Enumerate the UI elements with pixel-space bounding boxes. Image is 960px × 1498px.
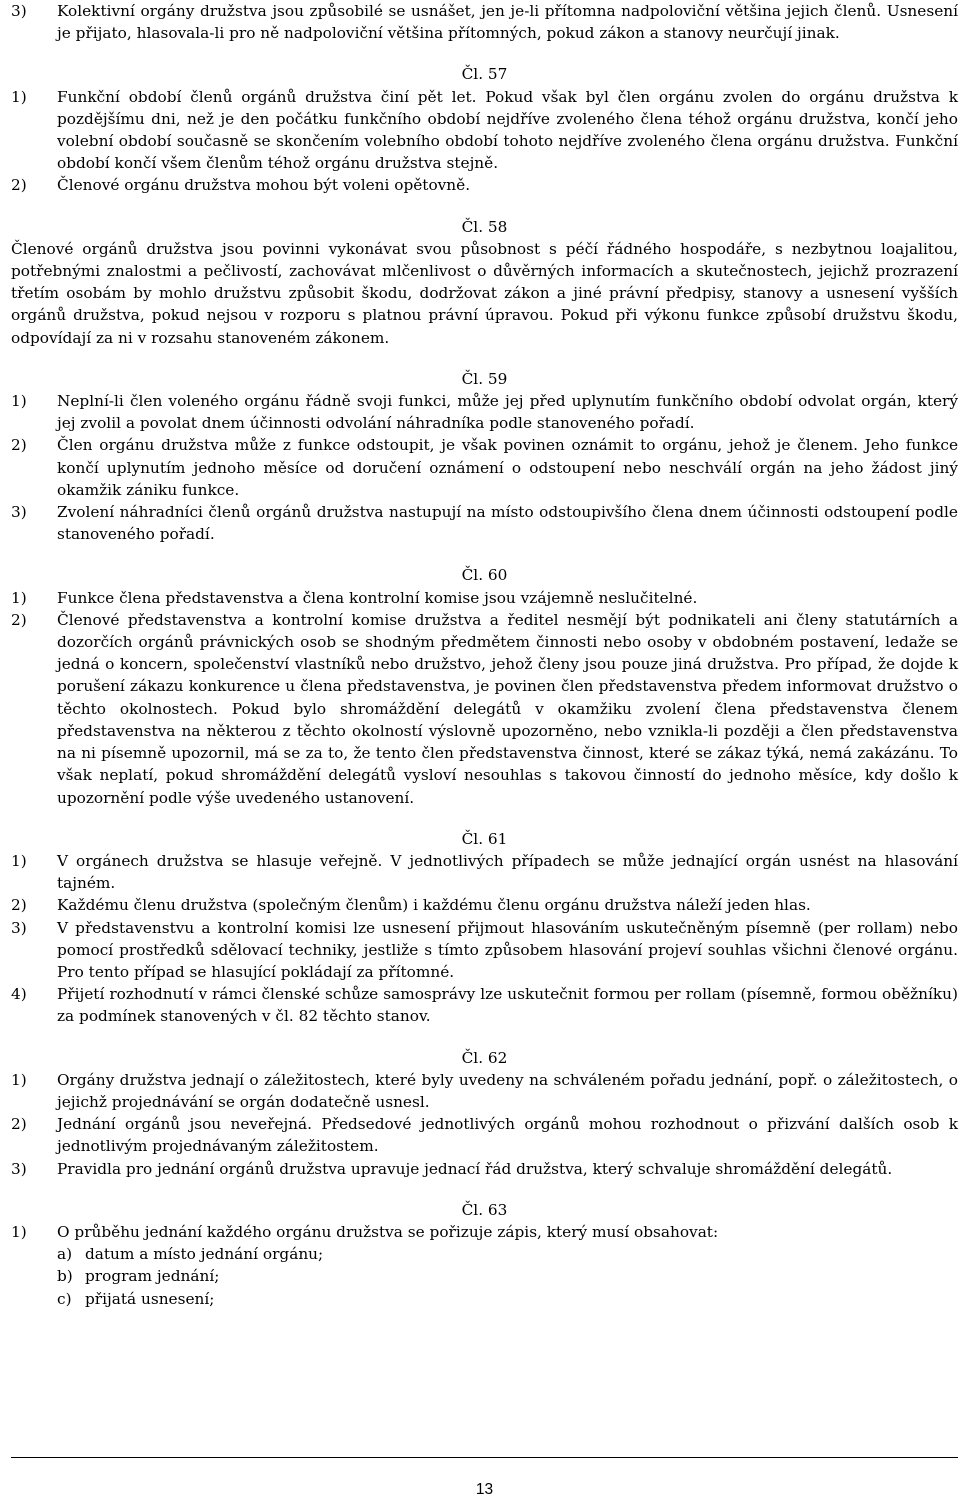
section-article-63 <box>11 1199 958 1310</box>
section-article-59 <box>11 368 958 546</box>
paragraph <box>11 86 958 175</box>
section-continuation <box>11 0 958 44</box>
footer-divider <box>11 1457 958 1458</box>
article-heading: Čl. 62 <box>461 1048 508 1067</box>
page-number: 13 <box>475 1481 494 1498</box>
paragraph-text: Zvolení náhradníci členů orgánů družstva nastupují na místo odstoupivšího člena dnem účinnosti odstoupení podle stanoveného pořadí. <box>57 503 958 544</box>
paragraph <box>11 850 958 894</box>
section-article-62 <box>11 1047 958 1180</box>
paragraph-text: Každému členu družstva (společným členům) i každému členu orgánu družstva náleží jeden hlas. <box>57 896 811 915</box>
paragraph-text: Neplní-li člen voleného orgánu řádně svoji funkci, může jej před uplynutím funkčního období odvolat orgán, který jej zvolil a povolat dnem účinnosti odvolání náhradníka podle stanoveného pořadí. <box>57 392 958 433</box>
paragraph <box>11 609 958 809</box>
paragraph-number: 1) <box>11 392 27 411</box>
paragraph-number: 1) <box>11 851 27 870</box>
paragraph-text: Členové představenstva a kontrolní komise družstva a ředitel nesmějí být podnikateli ani členy statutárních a dozorčích orgánů právnických osob se shodným předmětem činnosti nebo osoby v obdobném postavení, ledaže se jedná o koncern, společenství vlastníků nebo družstvo, jehož členy jsou pouze jiná družstva. Pro případ, že dojde k porušení zákazu konkurence u člena představenstva, je povinen člen představenstva předem informovat družstvo o těchto okolnostech. Pokud bylo shromáždění delegátů v okamžiku zvolení člena představenstva členem představenstva na některou z těchto okolností výslovně upozorněno, nebo vznikla-li později a člen představenstva na ni písemně upozornil, má se za to, že tento člen představenstva činnost, které se zákaz týká, nemá zakázánu. To však neplatí, pokud shromáždění delegátů vysloví nesouhlas s takovou činností do jednoho měsíce, kdy došlo k upozornění podle výše uvedeného ustanovení. <box>57 610 958 807</box>
paragraph-text: Funkční období členů orgánů družstva činí pět let. Pokud však byl člen orgánu zvolen do orgánu družstva k pozdějšímu dni, než je den počátku funkčního období nejdříve zvoleného člena téhož orgánu družstva, končí jeho volební období současně se skončením volebního období tohoto nejdříve zvoleného člena orgánu družstva. Funkční období končí všem členům téhož orgánu družstva stejně. <box>57 87 958 173</box>
sub-item-letter: b) <box>57 1267 73 1286</box>
paragraph-text: Člen orgánu družstva může z funkce odstoupit, je však povinen oznámit to orgánu, jehož je členem. Jeho funkce končí uplynutím jednoho měsíce od doručení oznámení o odstoupení nebo neschválí orgán na jeho žádost jiný okamžik zániku funkce. <box>57 436 958 499</box>
paragraph <box>11 917 958 984</box>
article-heading: Čl. 59 <box>461 369 508 388</box>
paragraph-text: Funkce člena představenstva a člena kontrolní komise jsou vzájemně neslučitelné. <box>57 588 698 607</box>
paragraph <box>11 174 958 196</box>
sub-item-text: přijatá usnesení; <box>85 1289 215 1308</box>
paragraph-text: Členové orgánů družstva jsou povinni vykonávat svou působnost s péčí řádného hospodáře, s nezbytnou loajalitou, potřebnými znalostmi a pečlivostí, zachovávat mlčenlivost o důvěrných informacích a skutečnostech, jejichž prozrazení třetím osobám by mohlo družstvu způsobit škodu, dodržovat zákon a jiné právní předpisy, stanovy a usnesení vyšších orgánů družstva, pokud nejsou v rozporu s platnou právní úpravou. Pokud při výkonu funkce způsobí družstvu škodu, odpovídají za ni v rozsahu stanoveném zákonem. <box>11 239 958 347</box>
paragraph <box>11 1158 958 1180</box>
paragraph-number: 1) <box>11 588 27 607</box>
paragraph-number: 3) <box>11 918 27 937</box>
paragraph-number: 2) <box>11 1115 27 1134</box>
article-heading: Čl. 58 <box>461 217 508 236</box>
paragraph <box>11 390 958 434</box>
paragraph <box>11 894 958 916</box>
paragraph-number: 2) <box>11 436 27 455</box>
sub-item-text: program jednání; <box>85 1267 220 1286</box>
paragraph-text: V orgánech družstva se hlasuje veřejně. V jednotlivých případech se může jednající orgán usnést na hlasování tajném. <box>57 851 958 893</box>
paragraph <box>11 1113 958 1157</box>
article-heading: Čl. 61 <box>461 829 508 848</box>
paragraph-number: 3) <box>11 1159 27 1178</box>
paragraph-number: 3) <box>11 2 27 20</box>
sub-item-letter: a) <box>57 1245 73 1264</box>
paragraph-number: 2) <box>11 176 27 195</box>
paragraph-text: Pravidla pro jednání orgánů družstva upravuje jednací řád družstva, který schvaluje shromáždění delegátů. <box>57 1159 893 1178</box>
paragraph <box>11 501 958 545</box>
paragraph-number: 1) <box>11 1070 27 1089</box>
section-article-61 <box>11 828 958 1028</box>
paragraph <box>11 1069 958 1113</box>
paragraph-number: 2) <box>11 896 27 915</box>
paragraph-text: Přijetí rozhodnutí v rámci členské schůze samosprávy lze uskutečnit formou per rollam (písemně, formou oběžníku) za podmínek stanovených v čl. 82 těchto stanov. <box>57 985 958 1026</box>
paragraph-text: Orgány družstva jednají o záležitostech, které byly uvedeny na schváleném pořadu jednání, popř. o záležitostech, o jejichž projednávání se orgán dodatečně usnesl. <box>57 1070 958 1111</box>
paragraph <box>11 1221 958 1243</box>
sub-item <box>11 1265 958 1287</box>
paragraph <box>11 983 958 1027</box>
section-article-60 <box>11 564 958 808</box>
paragraph-number: 4) <box>11 985 27 1004</box>
paragraph-text: Členové orgánu družstva mohou být voleni opětovně. <box>57 176 471 195</box>
paragraph <box>11 0 958 44</box>
paragraph-number: 1) <box>11 87 27 106</box>
article-heading: Čl. 57 <box>461 65 508 84</box>
paragraph-number: 2) <box>11 610 27 629</box>
paragraph-number: 1) <box>11 1222 27 1241</box>
article-heading: Čl. 63 <box>461 1200 508 1219</box>
paragraph <box>11 434 958 501</box>
sub-item <box>11 1288 958 1310</box>
paragraph-text: V představenstvu a kontrolní komisi lze usnesení přijmout hlasováním uskutečněným písemně (per rollam) nebo pomocí prostředků sdělovací techniky, jestliže s tímto způsobem hlasování projeví souhlas všichni členové orgánu. Pro tento případ se hlasující pokládají za přítomné. <box>57 918 958 981</box>
section-article-57 <box>11 63 958 196</box>
paragraph <box>11 587 958 609</box>
document-page <box>11 0 958 1498</box>
sub-item-letter: c) <box>57 1289 72 1308</box>
sub-item <box>11 1243 958 1265</box>
paragraph-text: Jednání orgánů jsou neveřejná. Předsedové jednotlivých orgánů mohou rozhodnout o přizvání dalších osob k jednotlivým projednávaným záležitostem. <box>57 1115 958 1156</box>
article-heading: Čl. 60 <box>461 566 508 585</box>
sub-item-text: datum a místo jednání orgánu; <box>85 1245 324 1264</box>
section-article-58 <box>11 216 958 349</box>
paragraph-text: O průběhu jednání každého orgánu družstva se pořizuje zápis, který musí obsahovat: <box>57 1222 719 1241</box>
paragraph-number: 3) <box>11 503 27 522</box>
paragraph-text: Kolektivní orgány družstva jsou způsobilé se usnášet, jen je-li přítomna nadpoloviční většina jejich členů. Usnesení je přijato, hlasovala-li pro ně nadpoloviční většina přítomných, pokud zákon a stanovy neurčují jinak. <box>57 2 958 43</box>
